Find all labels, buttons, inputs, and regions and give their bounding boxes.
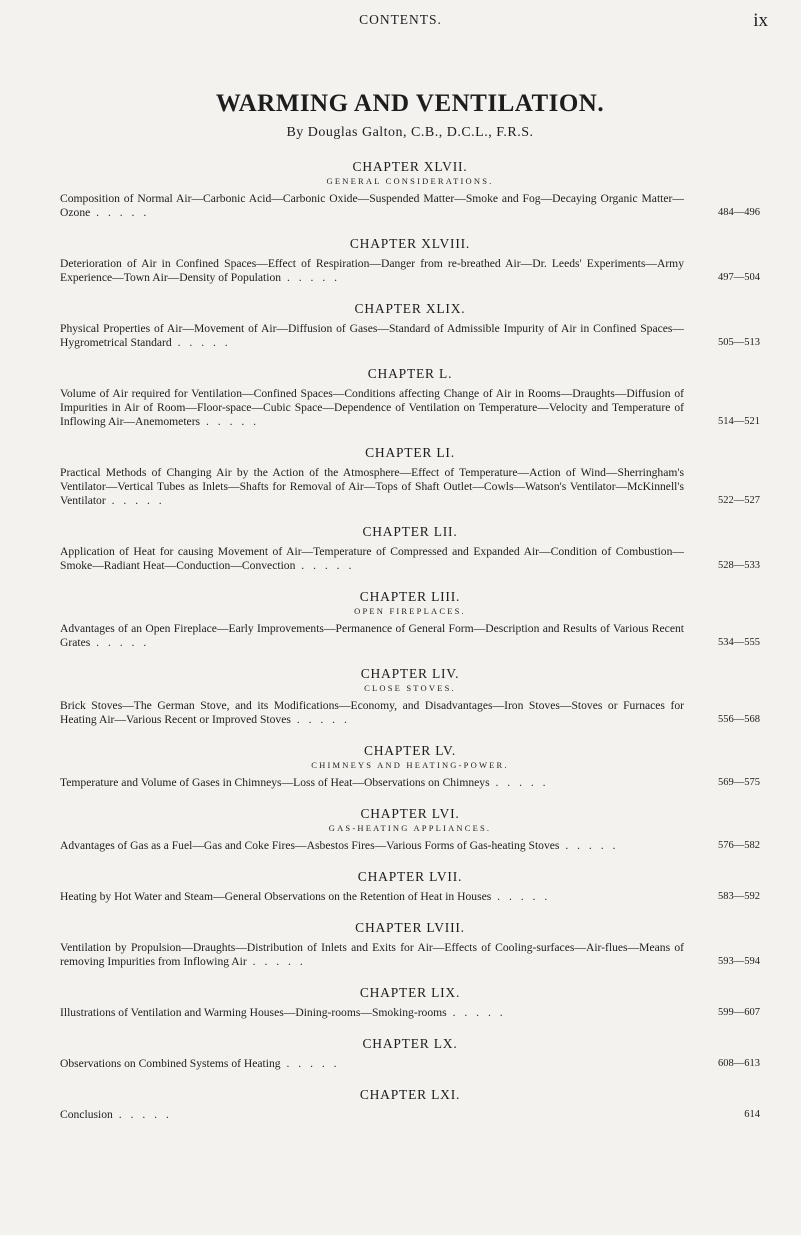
chapter-subheading: GENERAL CONSIDERATIONS.: [326, 176, 494, 186]
chapter-entry: [60, 666, 760, 727]
chapter-subheading: CHIMNEYS AND HEATING-POWER.: [311, 760, 509, 770]
chapter-page-range: 534—555: [718, 637, 760, 648]
chapter-entry: [60, 366, 760, 429]
chapter-heading: CHAPTER LVI.: [360, 806, 460, 821]
chapter-entry-line: [60, 387, 760, 429]
leader-dots: . . . . .: [112, 1108, 172, 1121]
chapter-description: [60, 941, 692, 969]
leader-dots: . . . . .: [290, 713, 350, 726]
chapter-entry: [60, 1087, 760, 1122]
chapter-description-text: Advantages of an Open Fireplace—Early Improvements—Permanence of General Form—Description and Results of Various Recent Grates: [60, 622, 684, 649]
chapter-entry-line: [60, 699, 760, 727]
chapter-entry: [60, 920, 760, 969]
chapter-description-text: Heating by Hot Water and Steam—General Observations on the Retention of Heat in Houses: [60, 890, 492, 903]
chapter-entry: [60, 985, 760, 1020]
chapter-entry: [60, 1036, 760, 1071]
leader-dots: . . . . .: [171, 336, 231, 349]
chapter-heading: CHAPTER LXI.: [359, 1087, 461, 1102]
chapter-entry: [60, 524, 760, 573]
chapter-entry-line: [60, 192, 760, 220]
chapter-description: [60, 322, 692, 350]
leader-dots: . . . . .: [200, 415, 260, 428]
chapter-description-text: Application of Heat for causing Movement of Air—Temperature of Compressed and Expanded Air—Condition of Combustion—Smoke—Radiant Heat—Conduction—Convection: [60, 545, 684, 572]
chapter-heading: CHAPTER L.: [367, 366, 453, 381]
leader-dots: . . . . .: [90, 206, 150, 219]
chapter-description: [60, 1006, 692, 1020]
chapter-heading: CHAPTER XLVII.: [352, 159, 468, 174]
chapter-description-text: Ventilation by Propulsion—Draughts—Distribution of Inlets and Exits for Air—Effects of Cooling-surfaces—Air-flues—Means of removing Impurities from Inflowing Air: [60, 941, 684, 968]
page-header: [0, 12, 801, 42]
chapter-heading: CHAPTER LIV.: [360, 666, 460, 681]
chapter-entry: [60, 445, 760, 508]
chapter-description-text: Volume of Air required for Ventilation—Confined Spaces—Conditions affecting Change of Air in Rooms—Draughts—Diffusion of Impurities in Air of Room—Floor-space—Cubic Space—Dependence of Ventilation on Temperature—Velocity and Temperature of Inflowing Air—Anemometers: [60, 387, 684, 428]
leader-dots: . . . . .: [246, 955, 306, 968]
chapter-description: [60, 545, 692, 573]
contents-section: [60, 90, 760, 1122]
chapter-page-range: 497—504: [718, 272, 760, 283]
chapter-entry: [60, 159, 760, 220]
chapter-page-range: 583—592: [718, 891, 760, 902]
chapter-page-range: 576—582: [718, 840, 760, 851]
chapter-page-range: 599—607: [718, 1007, 760, 1018]
chapter-description-text: Composition of Normal Air—Carbonic Acid—Carbonic Oxide—Suspended Matter—Smoke and Fog—Decaying Organic Matter—Ozone: [60, 192, 684, 219]
leader-dots: . . . . .: [491, 890, 551, 903]
chapter-entry: [60, 589, 760, 650]
chapter-heading: CHAPTER LVII.: [357, 869, 463, 884]
chapter-page-range: 484—496: [718, 207, 760, 218]
chapter-entry-line: [60, 941, 760, 969]
chapter-entry: [60, 301, 760, 350]
chapter-heading: CHAPTER LV.: [363, 743, 457, 758]
chapter-entry-line: [60, 890, 760, 904]
chapter-description: [60, 1057, 692, 1071]
chapter-entry-line: [60, 322, 760, 350]
chapter-heading: CHAPTER XLVIII.: [349, 236, 471, 251]
chapter-description: [60, 890, 692, 904]
leader-dots: . . . . .: [105, 494, 165, 507]
chapter-description: [60, 466, 692, 508]
chapter-entry-line: [60, 776, 760, 790]
chapter-description-text: Temperature and Volume of Gases in Chimneys—Loss of Heat—Observations on Chimneys: [60, 776, 490, 789]
chapter-entry: [60, 236, 760, 285]
chapter-description-text: Physical Properties of Air—Movement of Air—Diffusion of Gases—Standard of Admissible Impurity of Air in Confined Spaces—Hygrometrical Standard: [60, 322, 684, 349]
chapter-heading: CHAPTER LIII.: [359, 589, 461, 604]
leader-dots: . . . . .: [280, 1057, 340, 1070]
chapter-entry-line: [60, 1006, 760, 1020]
chapter-heading: CHAPTER LI.: [365, 445, 455, 460]
chapter-description: [60, 257, 692, 285]
chapter-description: [60, 1108, 692, 1122]
chapter-entry: [60, 743, 760, 790]
leader-dots: . . . . .: [446, 1006, 506, 1019]
chapter-description: [60, 839, 692, 853]
chapter-entry-line: [60, 1057, 760, 1071]
chapter-entry: [60, 806, 760, 853]
chapter-entry-line: [60, 545, 760, 573]
chapter-description-text: Conclusion: [60, 1108, 113, 1121]
chapter-page-range: 556—568: [718, 714, 760, 725]
leader-dots: . . . . .: [559, 839, 619, 852]
chapter-description: [60, 776, 692, 790]
chapter-entry: [60, 869, 760, 904]
section-author: By Douglas Galton, C.B., D.C.L., F.R.S.: [286, 125, 534, 140]
chapter-description: [60, 699, 692, 727]
chapter-description: [60, 387, 692, 429]
chapter-page-range: 528—533: [718, 560, 760, 571]
chapter-description: [60, 622, 692, 650]
section-title: WARMING AND VENTILATION.: [215, 90, 605, 117]
chapter-list: [60, 159, 760, 1122]
chapter-entry-line: [60, 622, 760, 650]
leader-dots: . . . . .: [295, 559, 355, 572]
chapter-heading: CHAPTER LII.: [362, 524, 458, 539]
chapter-description-text: Observations on Combined Systems of Heating: [60, 1057, 281, 1070]
running-title: CONTENTS.: [359, 12, 442, 27]
chapter-page-range: 593—594: [718, 956, 760, 967]
chapter-page-range: 522—527: [718, 495, 760, 506]
chapter-subheading: OPEN FIREPLACES.: [354, 606, 466, 616]
leader-dots: . . . . .: [281, 271, 341, 284]
chapter-subheading: GAS-HEATING APPLIANCES.: [328, 823, 492, 833]
chapter-entry-line: [60, 839, 760, 853]
chapter-page-range: 608—613: [718, 1058, 760, 1069]
chapter-heading: CHAPTER LVIII.: [355, 920, 465, 935]
chapter-description: [60, 192, 692, 220]
chapter-entry-line: [60, 1108, 760, 1122]
chapter-heading: CHAPTER LX.: [362, 1036, 458, 1051]
chapter-description-text: Brick Stoves—The German Stove, and its Modifications—Economy, and Disadvantages—Iron Stoves—Stoves or Furnaces for Heating Air—Various Recent or Improved Stoves: [60, 699, 684, 726]
chapter-subheading: CLOSE STOVES.: [364, 683, 456, 693]
chapter-description-text: Deterioration of Air in Confined Spaces—Effect of Respiration—Danger from re-breathed Air—Dr. Leeds' Experiments—Army Experience—Town Air—Density of Population: [60, 257, 684, 284]
chapter-page-range: 514—521: [718, 416, 760, 427]
chapter-page-range: 569—575: [718, 777, 760, 788]
leader-dots: . . . . .: [489, 776, 549, 789]
chapter-description-text: Illustrations of Ventilation and Warming Houses—Dining-rooms—Smoking-rooms: [60, 1006, 447, 1019]
chapter-page-range: 614: [744, 1109, 760, 1120]
chapter-heading: CHAPTER LIX.: [359, 985, 461, 1000]
chapter-heading: CHAPTER XLIX.: [354, 301, 466, 316]
page-number: ix: [753, 10, 768, 31]
leader-dots: . . . . .: [90, 636, 150, 649]
chapter-description-text: Advantages of Gas as a Fuel—Gas and Coke Fires—Asbestos Fires—Various Forms of Gas-heating Stoves: [60, 839, 560, 852]
chapter-entry-line: [60, 466, 760, 508]
chapter-page-range: 505—513: [718, 337, 760, 348]
chapter-entry-line: [60, 257, 760, 285]
chapter-description-text: Practical Methods of Changing Air by the Action of the Atmosphere—Effect of Temperature—Action of Wind—Sherringham's Ventilator—Vertical Tubes as Inlets—Shafts for Removal of Air—Tops of Shaft Outlet—Cowls—Watson's Ventilator—McKinnell's Ventilator: [60, 466, 684, 507]
